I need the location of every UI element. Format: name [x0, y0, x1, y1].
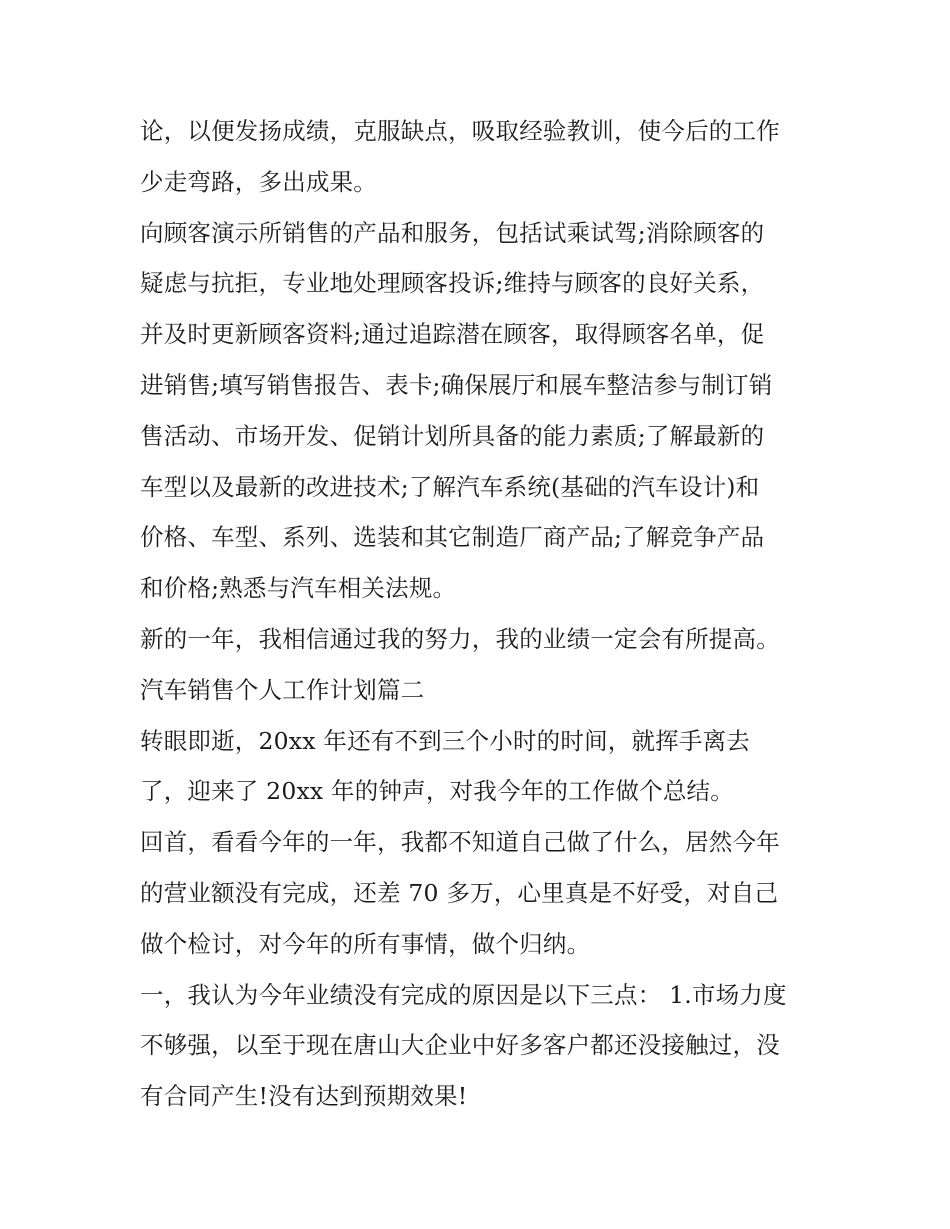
text-line: 向顾客演示所销售的产品和服务，包括试乘试驾;消除顾客的 [140, 218, 765, 247]
text-line: 论，以便发扬成绩，克服缺点，吸取经验教训，使今后的工作 [140, 117, 780, 145]
text-line: 回首，看看今年的一年，我都不知道自己做了什么，居然今年 [140, 828, 780, 857]
text-line: 有合同产生!没有达到预期效果! [140, 1082, 468, 1111]
text-line: 新的一年，我相信通过我的努力，我的业绩一定会有所提高。 [140, 624, 780, 653]
section-heading: 汽车销售个人工作计划篇二 [140, 675, 425, 704]
document-body [140, 106, 820, 1122]
text-line: 一，我认为今年业绩没有完成的原因是以下三点： 1.市场力度 [140, 980, 787, 1009]
text-line: 疑虑与抗拒，专业地处理顾客投诉;维持与顾客的良好关系， [140, 269, 765, 298]
text-line: 不够强，以至于现在唐山大企业中好多客户都还没接触过，没 [140, 1031, 780, 1060]
text-line: 少走弯路，多出成果。 [140, 167, 377, 196]
text-line: 的营业额没有完成，还差 70 多万，心里真是不好受，对自己 [140, 878, 779, 907]
text-line: 进销售;填写销售报告、表卡;确保展厅和展车整洁参与制订销 [140, 370, 773, 399]
text-line: 价格、车型、系列、选装和其它制造厂商产品;了解竞争产品 [140, 523, 765, 552]
text-line: 做个检讨，对今年的所有事情，做个归纳。 [140, 929, 591, 958]
text-line: 了，迎来了 20xx 年的钟声，对我今年的工作做个总结。 [140, 777, 734, 806]
text-line: 并及时更新顾客资料;通过追踪潜在顾客，取得顾客名单，促 [140, 320, 765, 349]
text-line: 车型以及最新的改进技术;了解汽车系统(基础的汽车设计)和 [140, 472, 760, 501]
text-line: 和价格;熟悉与汽车相关法规。 [140, 574, 457, 603]
text-line: 售活动、市场开发、促销计划所具备的能力素质;了解最新的 [140, 421, 765, 450]
text-line: 转眼即逝，20xx 年还有不到三个小时的时间，就挥手离去 [140, 726, 750, 755]
